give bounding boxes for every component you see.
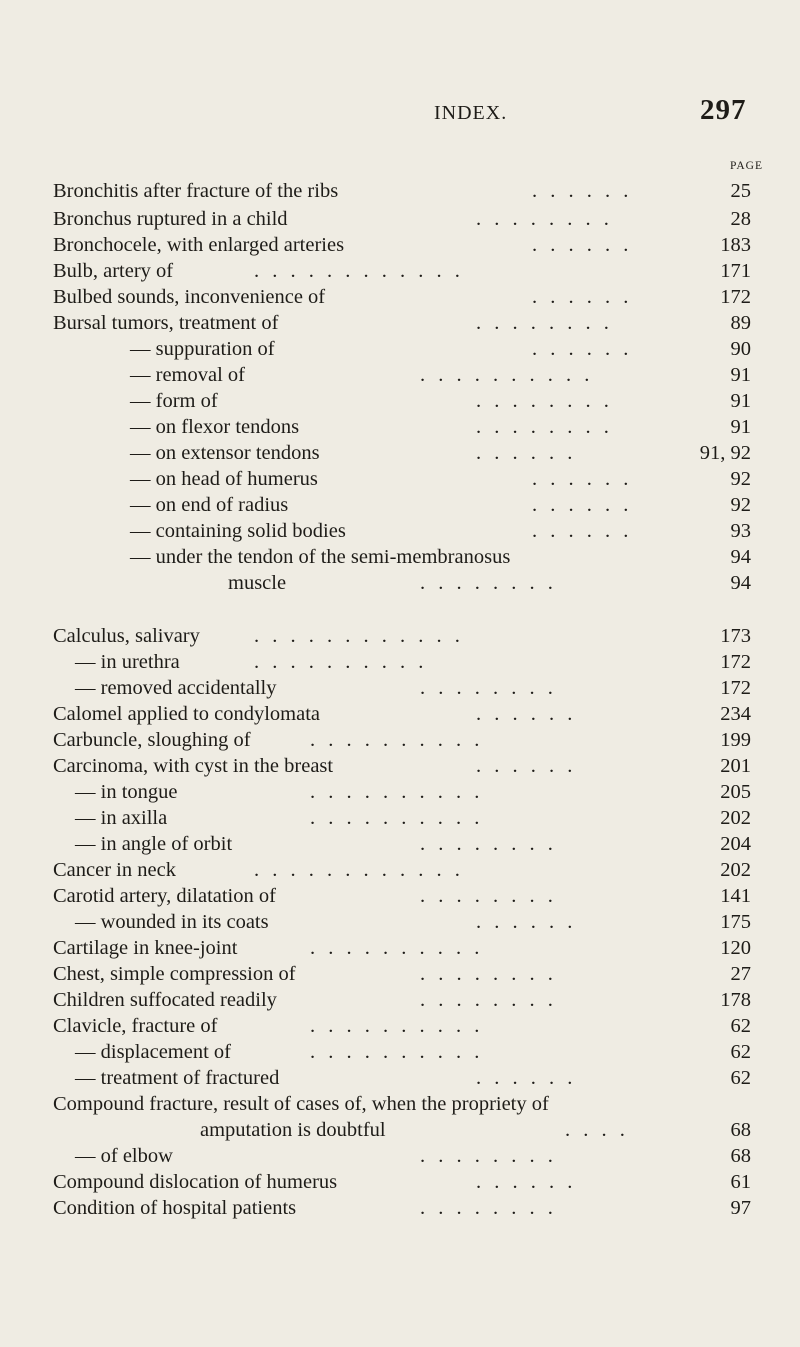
page-ref: 62 — [730, 1015, 751, 1037]
page-ref: 94 — [730, 546, 751, 568]
entry-text: — displacement of — [75, 1041, 231, 1063]
index-entry — [0, 649, 800, 675]
index-entry — [0, 675, 800, 701]
page-ref: 90 — [730, 338, 751, 360]
dot-leader: . . . . . . — [476, 911, 577, 933]
dot-leader: . . . . . . — [532, 338, 633, 360]
dot-leader: . . . . . . . . — [420, 572, 557, 594]
dot-leader: . . . . . . . . — [420, 833, 557, 855]
dot-leader: . . . . . . . . . . — [310, 1041, 484, 1063]
index-entry — [0, 206, 800, 232]
index-entry — [0, 623, 800, 649]
entry-text: Bulb, artery of — [53, 260, 174, 282]
entry-text: muscle — [228, 572, 287, 594]
page-column-label: PAGE — [730, 160, 763, 172]
page-ref: 91, 92 — [699, 442, 751, 464]
index-entry — [0, 258, 800, 284]
page-ref: 91 — [730, 416, 751, 438]
page-ref: 68 — [730, 1119, 751, 1141]
page-ref: 175 — [720, 911, 751, 933]
index-entry — [0, 701, 800, 727]
page-ref: 183 — [720, 234, 751, 256]
index-entry — [0, 388, 800, 414]
index-entry — [0, 1065, 800, 1091]
page-ref: 202 — [720, 807, 751, 829]
dot-leader: . . . . . . . . — [420, 677, 557, 699]
entry-text: — removal of — [130, 364, 245, 386]
entry-text: Carbuncle, sloughing of — [53, 729, 251, 751]
dot-leader: . . . . . . — [476, 703, 577, 725]
entry-text: — removed accidentally — [75, 677, 277, 699]
page-ref: 92 — [730, 468, 751, 490]
page-ref: 172 — [720, 677, 751, 699]
dot-leader: . . . . . . — [476, 755, 577, 777]
index-entry — [0, 935, 800, 961]
dot-leader: . . . . . . — [476, 442, 577, 464]
page-ref: 172 — [720, 651, 751, 673]
index-entry — [0, 1117, 800, 1143]
index-entry — [0, 779, 800, 805]
index-entry — [0, 1091, 800, 1117]
entry-text: Cancer in neck — [53, 859, 176, 881]
page-ref: 173 — [720, 625, 751, 647]
index-entry — [0, 1169, 800, 1195]
entry-text: — on flexor tendons — [130, 416, 300, 438]
page-ref: 199 — [720, 729, 751, 751]
index-entry — [0, 987, 800, 1013]
entry-text: — in axilla — [75, 807, 168, 829]
page-ref: 91 — [730, 390, 751, 412]
entry-text: Bronchocele, with enlarged arteries — [53, 234, 345, 256]
index-entry — [0, 883, 800, 909]
dot-leader: . . . . . . — [532, 234, 633, 256]
index-entry — [0, 1013, 800, 1039]
entry-text: Bursal tumors, treatment of — [53, 312, 279, 334]
dot-leader: . . . . . . . . — [420, 1197, 557, 1219]
index-entry — [0, 518, 800, 544]
dot-leader: . . . . . . . . — [420, 885, 557, 907]
dot-leader: . . . . . . . . — [476, 390, 613, 412]
page-number: 297 — [700, 94, 747, 126]
page-ref: 141 — [720, 885, 751, 907]
dot-leader: . . . . . . . . . . . . — [254, 859, 464, 881]
page-ref: 234 — [720, 703, 751, 725]
page-ref: 205 — [720, 781, 751, 803]
page-ref: 178 — [720, 989, 751, 1011]
entry-text: Compound dislocation of humerus — [53, 1171, 338, 1193]
index-entry — [0, 961, 800, 987]
page-ref: 204 — [720, 833, 751, 855]
page-ref: 89 — [730, 312, 751, 334]
running-title: INDEX. — [434, 102, 508, 124]
entry-text: Carcinoma, with cyst in the breast — [53, 755, 334, 777]
entry-text: — of elbow — [75, 1145, 173, 1167]
page-ref: 94 — [730, 572, 751, 594]
entry-text: — suppuration of — [130, 338, 275, 360]
entry-text: — on extensor tendons — [130, 442, 320, 464]
page-ref: 202 — [720, 859, 751, 881]
entry-text: — wounded in its coats — [75, 911, 269, 933]
page-ref: 61 — [730, 1171, 751, 1193]
index-entry — [0, 440, 800, 466]
dot-leader: . . . . . . — [532, 494, 633, 516]
index-entry — [0, 909, 800, 935]
page-ref: 201 — [720, 755, 751, 777]
dot-leader: . . . . . . . . . . — [310, 781, 484, 803]
dot-leader: . . . . . . — [476, 1067, 577, 1089]
dot-leader: . . . . . . . . . . — [310, 1015, 484, 1037]
entry-text: — under the tendon of the semi-membranosus — [130, 546, 511, 568]
dot-leader: . . . . . . . . — [476, 208, 613, 230]
dot-leader: . . . . . . . . — [476, 416, 613, 438]
index-entry — [0, 1143, 800, 1169]
index-entry — [0, 1195, 800, 1221]
dot-leader: . . . . . . . . — [476, 312, 613, 334]
entry-text: — in angle of orbit — [75, 833, 233, 855]
entry-text: Bronchitis after fracture of the ribs — [53, 180, 339, 202]
entry-text: — in urethra — [75, 651, 180, 673]
entry-text: Calculus, salivary — [53, 625, 200, 647]
entry-text: Children suffocated readily — [53, 989, 277, 1011]
dot-leader: . . . . . . — [532, 180, 633, 202]
index-entry — [0, 310, 800, 336]
entry-text: — treatment of fractured — [75, 1067, 280, 1089]
index-entry — [0, 492, 800, 518]
entry-text: — form of — [130, 390, 218, 412]
entry-text: Compound fracture, result of cases of, when the propriety of — [53, 1093, 549, 1115]
index-entry — [0, 232, 800, 258]
page-ref: 120 — [720, 937, 751, 959]
page-ref: 68 — [730, 1145, 751, 1167]
dot-leader: . . . . . . . . — [420, 1145, 557, 1167]
index-entry — [0, 857, 800, 883]
page-ref: 92 — [730, 494, 751, 516]
index-entry — [0, 831, 800, 857]
page-ref: 171 — [720, 260, 751, 282]
entry-text: — in tongue — [75, 781, 178, 803]
entry-text: — on head of humerus — [130, 468, 318, 490]
entry-text: Bronchus ruptured in a child — [53, 208, 288, 230]
dot-leader: . . . . . . — [532, 520, 633, 542]
page-ref: 172 — [720, 286, 751, 308]
page-ref: 62 — [730, 1067, 751, 1089]
index-entry — [0, 570, 800, 596]
page-header — [0, 94, 800, 134]
entry-text: Cartilage in knee-joint — [53, 937, 238, 959]
page-ref: 93 — [730, 520, 751, 542]
page-ref: 91 — [730, 364, 751, 386]
entry-text: Clavicle, fracture of — [53, 1015, 218, 1037]
entry-text: Calomel applied to condylomata — [53, 703, 321, 725]
entry-text: Chest, simple compression of — [53, 963, 296, 985]
dot-leader: . . . . . . . . — [420, 989, 557, 1011]
index-entry — [0, 362, 800, 388]
dot-leader: . . . . . . . . . . — [310, 937, 484, 959]
dot-leader: . . . . . . . . . . . . — [254, 260, 464, 282]
index-entry — [0, 466, 800, 492]
entry-text: — containing solid bodies — [130, 520, 346, 542]
index-entry — [0, 336, 800, 362]
page-ref: 97 — [730, 1197, 751, 1219]
dot-leader: . . . . . . . . . . — [310, 807, 484, 829]
entry-text: — on end of radius — [130, 494, 289, 516]
page-ref: 25 — [730, 180, 751, 202]
dot-leader: . . . . . . — [532, 286, 633, 308]
dot-leader: . . . . . . . . . . — [310, 729, 484, 751]
index-entry — [0, 727, 800, 753]
index-entry — [0, 178, 800, 204]
dot-leader: . . . . — [565, 1119, 629, 1141]
dot-leader: . . . . . . . . — [420, 963, 557, 985]
entry-text: amputation is doubtful — [200, 1119, 386, 1141]
entry-text: Carotid artery, dilatation of — [53, 885, 276, 907]
page-ref: 27 — [730, 963, 751, 985]
dot-leader: . . . . . . — [532, 468, 633, 490]
dot-leader: . . . . . . . . . . — [420, 364, 594, 386]
dot-leader: . . . . . . . . . . . . — [254, 625, 464, 647]
entry-text: Bulbed sounds, inconvenience of — [53, 286, 326, 308]
index-entry — [0, 753, 800, 779]
index-entry — [0, 414, 800, 440]
index-entry — [0, 544, 800, 570]
page-ref: 62 — [730, 1041, 751, 1063]
index-entry — [0, 805, 800, 831]
dot-leader: . . . . . . . . . . — [254, 651, 428, 673]
entry-text: Condition of hospital patients — [53, 1197, 297, 1219]
page-ref: 28 — [730, 208, 751, 230]
index-entry — [0, 284, 800, 310]
dot-leader: . . . . . . — [476, 1171, 577, 1193]
index-entry — [0, 1039, 800, 1065]
